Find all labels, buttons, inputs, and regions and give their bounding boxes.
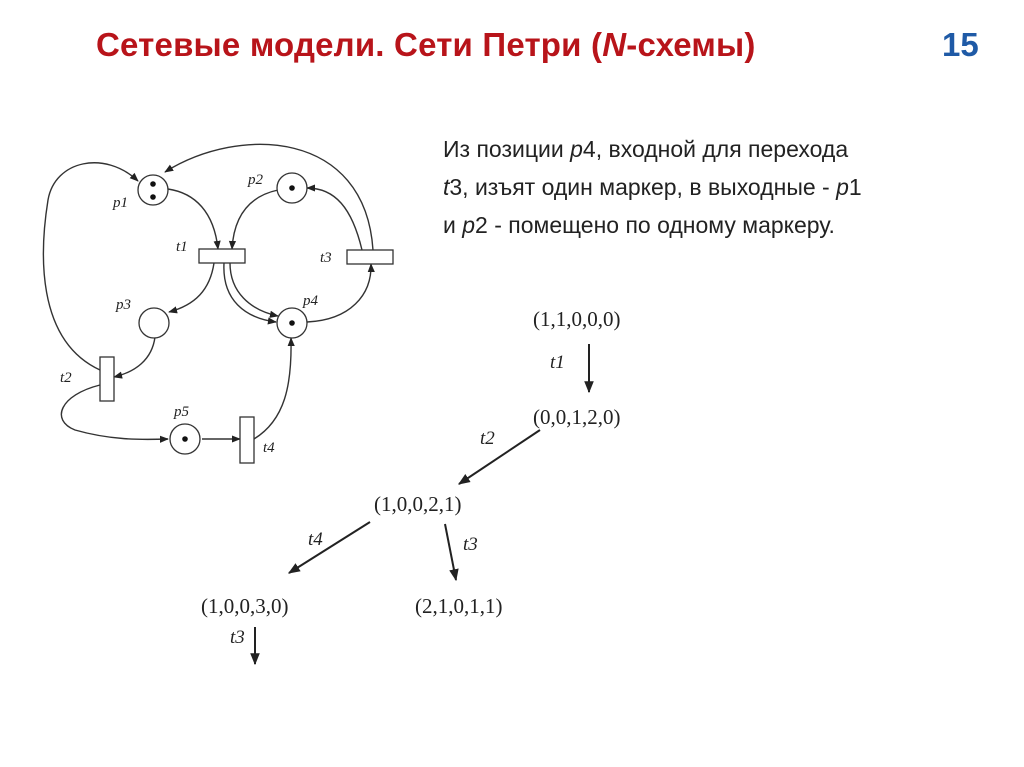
arc-p3-t2 bbox=[114, 337, 155, 377]
description-line-3: и p2 - помещено по одному маркеру. bbox=[443, 212, 835, 238]
label-t4: t4 bbox=[263, 440, 275, 456]
token-p5 bbox=[182, 436, 188, 442]
label-p2: p2 bbox=[248, 172, 263, 188]
tree-label-t1: t1 bbox=[550, 352, 565, 373]
tree-arrow-t4 bbox=[289, 522, 370, 573]
token-p4 bbox=[289, 320, 295, 326]
arc-t4-p4 bbox=[254, 338, 291, 439]
label-p4: p4 bbox=[303, 293, 318, 309]
arc-t2-p5 bbox=[61, 385, 168, 439]
tree-label-t3-bottom: t3 bbox=[230, 627, 245, 648]
tree-state-4: (1,0,0,3,0) bbox=[201, 594, 289, 618]
arc-t1-p4-b bbox=[230, 263, 278, 316]
arc-t1-p1 bbox=[43, 163, 138, 370]
reachability-tree bbox=[201, 307, 621, 664]
tree-state-5: (2,1,0,1,1) bbox=[415, 594, 503, 618]
label-t2: t2 bbox=[60, 370, 72, 386]
tree-label-t2: t2 bbox=[480, 428, 495, 449]
place-p3 bbox=[139, 308, 169, 338]
arc-p2-t1 bbox=[232, 190, 278, 249]
arc-t3-p2 bbox=[307, 188, 362, 250]
token-p1-a bbox=[150, 181, 156, 187]
tree-arrow-t2 bbox=[459, 430, 540, 484]
transition-t2 bbox=[100, 357, 114, 401]
page-number: 15 bbox=[942, 26, 979, 63]
tree-label-t3-right: t3 bbox=[463, 534, 478, 555]
label-p5: p5 bbox=[174, 404, 189, 420]
token-p1-b bbox=[150, 194, 156, 200]
transition-t4 bbox=[240, 417, 254, 463]
tree-state-2: (0,0,1,2,0) bbox=[533, 405, 621, 429]
arc-t1-p3 bbox=[169, 263, 214, 312]
label-p3: p3 bbox=[116, 297, 131, 313]
label-t1: t1 bbox=[176, 239, 188, 255]
description-line-1: Из позиции p4, входной для перехода bbox=[443, 136, 849, 162]
description-line-2: t3, изъят один маркер, в выходные - p1 bbox=[443, 174, 862, 200]
tree-state-3: (1,0,0,2,1) bbox=[374, 492, 462, 516]
transition-t1 bbox=[199, 249, 245, 263]
tree-label-t4: t4 bbox=[308, 529, 323, 550]
arc-t3-p1 bbox=[165, 144, 373, 250]
label-t3: t3 bbox=[320, 250, 332, 266]
label-p1: p1 bbox=[113, 195, 128, 211]
transition-t3 bbox=[347, 250, 393, 264]
token-p2 bbox=[289, 185, 295, 191]
place-p1 bbox=[138, 175, 168, 205]
tree-state-1: (1,1,0,0,0) bbox=[533, 307, 621, 331]
slide-title: Сетевые модели. Сети Петри (N-схемы) bbox=[96, 26, 756, 63]
tree-arrow-t3-right bbox=[445, 524, 456, 580]
